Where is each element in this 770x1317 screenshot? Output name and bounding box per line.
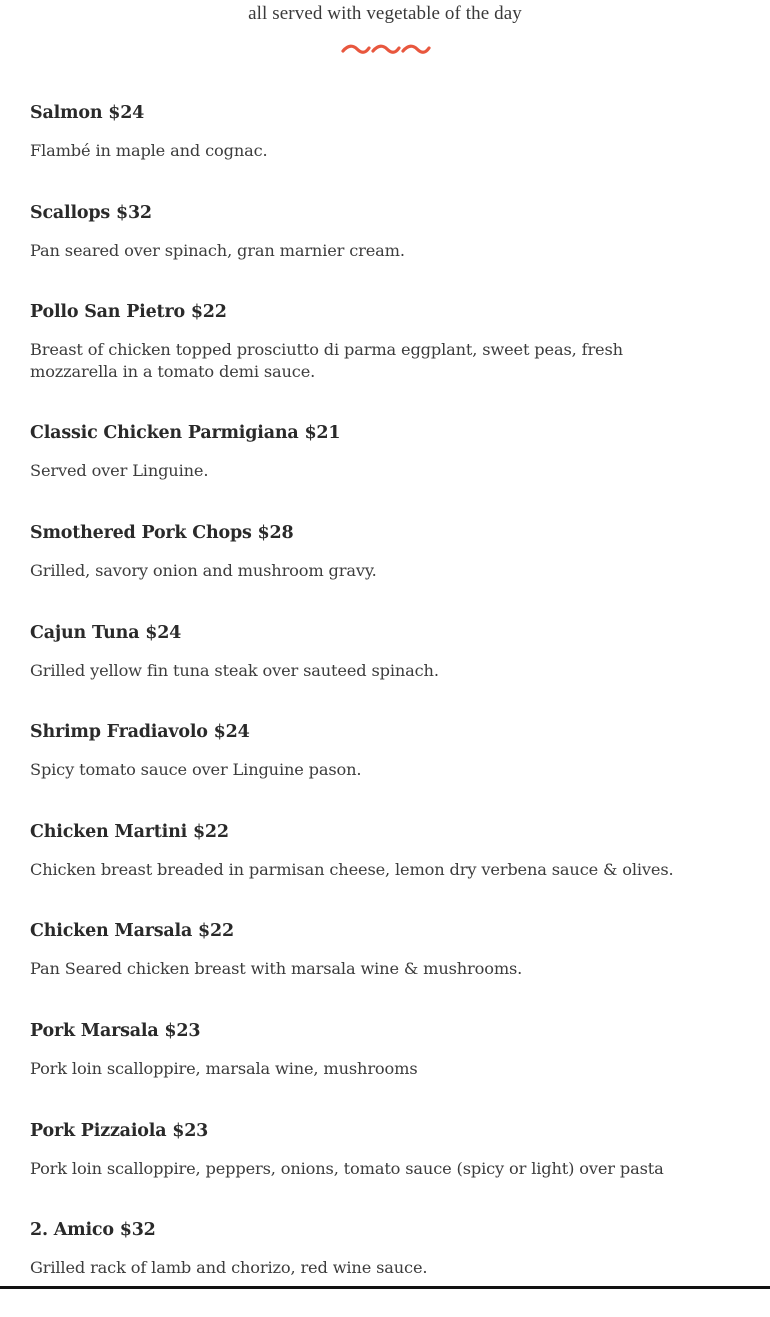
menu-item-description: Pan Seared chicken breast with marsala wine & mushrooms. — [30, 959, 523, 979]
menu-item-description: Pan seared over spinach, gran marnier cream. — [30, 240, 405, 260]
menu-item — [30, 520, 750, 620]
menu-item-description: Flambé in maple and cognac. — [30, 141, 268, 160]
menu-item — [30, 719, 750, 819]
wavy-divider-icon — [340, 40, 432, 60]
menu-item — [30, 100, 750, 200]
menu-item-description: Grilled yellow fin tuna steak over sauteed spinach. — [30, 660, 439, 680]
menu-item-description: Pork loin scalloppire, peppers, onions, tomato sauce (spicy or light) over pasta — [30, 1158, 664, 1178]
menu-item-description: Breast of chicken topped prosciutto di parma eggplant, sweet peas, fresh mozzarella in a tomato demi sauce. — [30, 340, 623, 382]
menu-item-title: Pork Pizzaiola $23 — [30, 1120, 209, 1141]
menu-item — [30, 1018, 750, 1118]
menu-item — [30, 1118, 750, 1218]
menu-item-title: Scallops $32 — [30, 202, 152, 223]
menu-item — [30, 299, 750, 420]
menu-item-description: Spicy tomato sauce over Linguine pason. — [30, 760, 362, 780]
menu-item — [30, 620, 750, 720]
menu-item — [30, 420, 750, 520]
menu-item-title: Classic Chicken Parmigiana $21 — [30, 423, 341, 444]
menu-item-description: Pork loin scalloppire, marsala wine, mushrooms — [30, 1058, 418, 1078]
menu-item — [30, 918, 750, 1018]
menu-item — [30, 819, 750, 919]
menu-item-description: Grilled rack of lamb and chorizo, red wine sauce. — [30, 1258, 428, 1278]
menu-item-description: Served over Linguine. — [30, 461, 209, 481]
menu-item-description: Chicken breast breaded in parmisan cheese, lemon dry verbena sauce & olives. — [30, 859, 674, 879]
menu-item-description: Grilled, savory onion and mushroom gravy. — [30, 560, 377, 580]
menu-item-title: Salmon $24 — [30, 103, 145, 123]
menu-item-title: Pollo San Pietro $22 — [30, 302, 227, 323]
menu-item-title: Pork Marsala $23 — [30, 1020, 201, 1041]
menu-item-title: Smothered Pork Chops $28 — [30, 522, 294, 543]
menu-item-title: Shrimp Fradiavolo $24 — [30, 722, 250, 743]
menu-item-title: Cajun Tuna $24 — [30, 622, 182, 643]
menu-item — [30, 1217, 750, 1317]
menu-item-title: 2. Amico $32 — [30, 1220, 156, 1241]
menu-item-title: Chicken Marsala $22 — [30, 921, 234, 942]
menu-item-title: Chicken Martini $22 — [30, 821, 229, 842]
menu-item — [30, 200, 750, 300]
menu-subtitle: all served with vegetable of the day — [248, 3, 522, 24]
menu-items-list — [30, 100, 750, 1317]
